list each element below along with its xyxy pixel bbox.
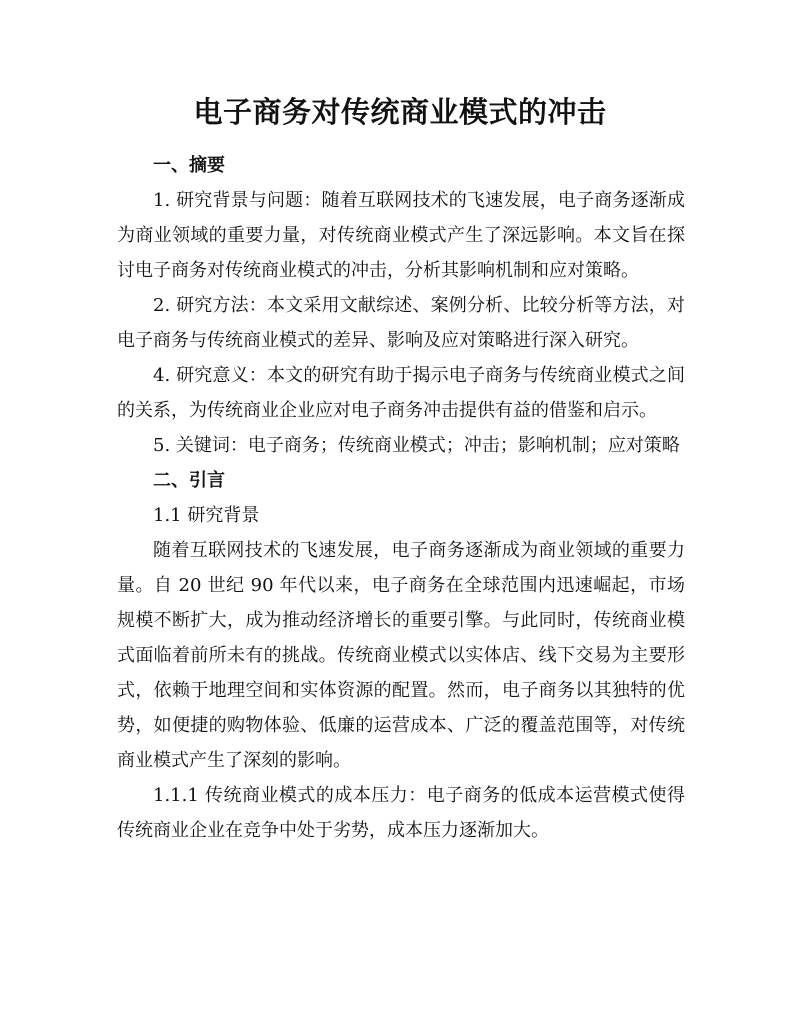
abstract-item-2: 2. 研究方法：本文采用文献综述、案例分析、比较分析等方法，对电子商务与传统商业模式的差异、影响及应对策略进行深入研究。 <box>117 295 685 351</box>
subsection-heading-1-1: 1.1 研究背景 <box>153 505 260 526</box>
abstract-item-4: 4. 研究意义：本文的研究有助于揭示电子商务与传统商业模式之间的关系，为传统商业企业应对电子商务冲击提供有益的借鉴和启示。 <box>117 365 685 421</box>
subsection-1-1-1: 1.1.1 传统商业模式的成本压力：电子商务的低成本运营模式使得传统商业企业在竞争中处于劣势，成本压力逐渐加大。 <box>117 785 685 841</box>
document-body <box>117 148 685 848</box>
abstract-item-1: 1. 研究背景与问题：随着互联网技术的飞速发展，电子商务逐渐成为商业领域的重要力量，对传统商业模式产生了深远影响。本文旨在探讨电子商务对传统商业模式的冲击，分析其影响机制和应对策略。 <box>117 190 685 281</box>
section-heading-abstract: 一、摘要 <box>153 155 225 176</box>
section-heading-introduction: 二、引言 <box>153 470 225 491</box>
document-title: 电子商务对传统商业模式的冲击 <box>193 95 607 129</box>
abstract-item-5: 5. 关键词：电子商务；传统商业模式；冲击；影响机制；应对策略 <box>153 435 680 456</box>
background-paragraph: 随着互联网技术的飞速发展，电子商务逐渐成为商业领域的重要力量。自 20 世纪 90 年代以来，电子商务在全球范围内迅速崛起，市场规模不断扩大，成为推动经济增长的重要引擎。与此同时，传统商业模式面临着前所未有的挑战。传统商业模式以实体店、线下交易为主要形式，依赖于地理空间和实体资源的配置。然而，电子商务以其独特的优势，如便捷的购物体验、低廉的运营成本、广泛的覆盖范围等，对传统商业模式产生了深刻的影响。 <box>117 540 685 771</box>
